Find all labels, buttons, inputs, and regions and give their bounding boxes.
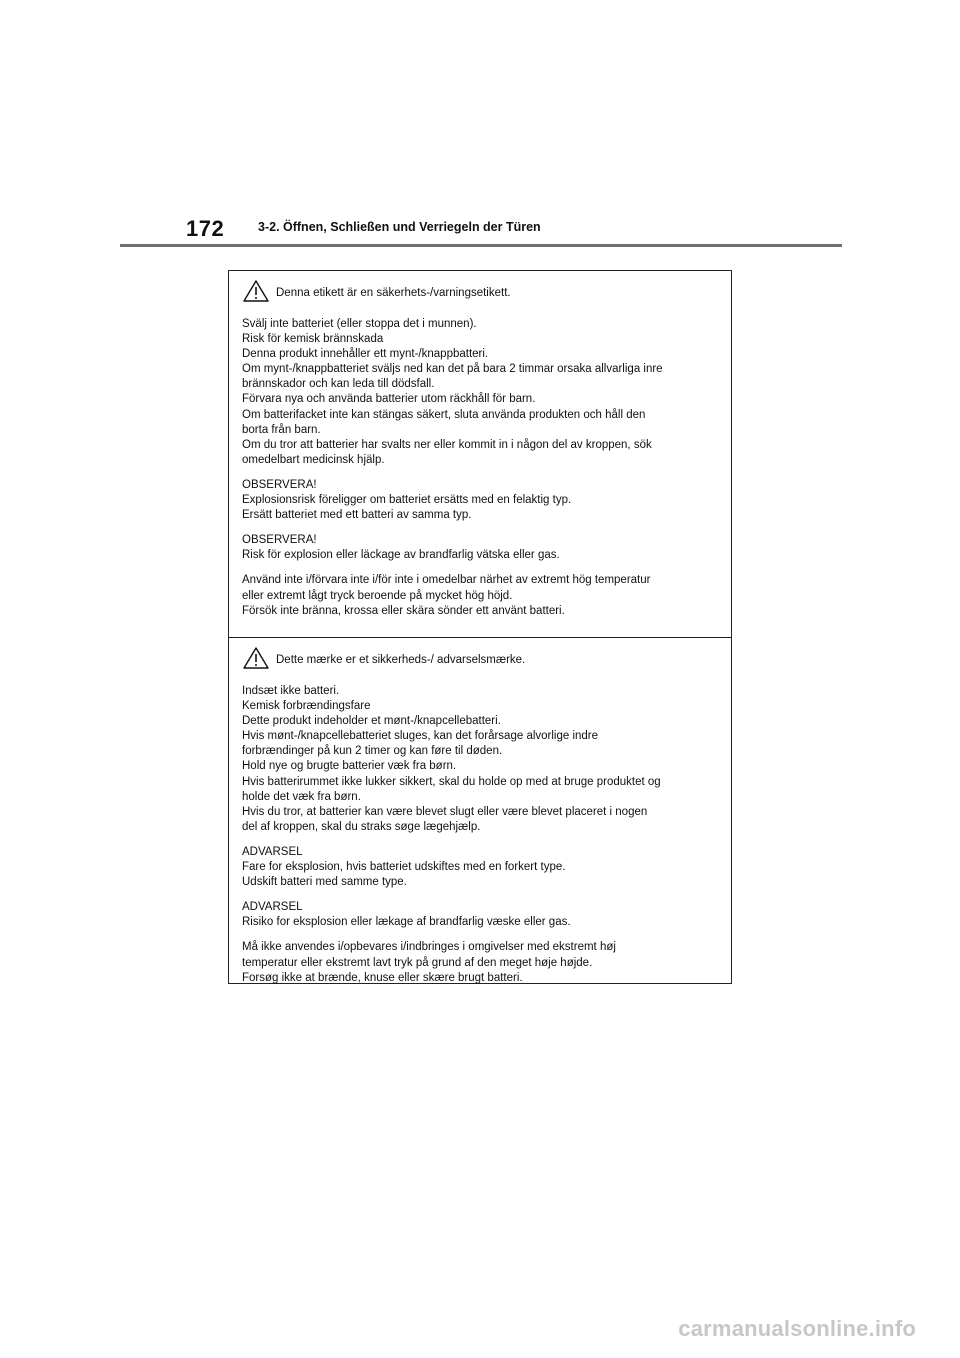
text-line: holde det væk fra børn. [242, 790, 361, 803]
swedish-panel [229, 271, 731, 636]
text-line: ADVARSEL [242, 901, 303, 914]
text-line: temperatur eller ekstremt lavt tryk på grund af den meget høje højde. [242, 956, 593, 969]
text-line: eller extremt lågt tryck beroende på mycket hög höjd. [242, 589, 513, 602]
paragraph [242, 478, 719, 523]
danish-heading: Dette mærke er et sikkerheds-/ advarselsmærke. [276, 654, 526, 666]
paragraph [242, 845, 719, 890]
text-line: Risk för kemisk brännskada [242, 333, 384, 346]
text-line: Dette produkt indeholder et mønt-/knapcellebatteri. [242, 715, 501, 728]
text-line: Ersätt batteriet med ett batteri av samma typ. [242, 509, 472, 522]
text-line: brännskador och kan leda till dödsfall. [242, 378, 435, 391]
text-line: OBSERVERA! [242, 478, 317, 491]
text-line: ADVARSEL [242, 845, 303, 858]
text-line: Hvis batterirummet ikke lukker sikkert, skal du holde op med at bruge produktet og [242, 775, 661, 788]
watermark: carmanualsonline.info [678, 1316, 916, 1341]
warning-triangle-icon [242, 279, 270, 303]
text-line: Förvara nya och använda batterier utom räckhåll för barn. [242, 393, 536, 406]
paragraph [242, 317, 719, 468]
text-line: Använd inte i/förvara inte i/för inte i omedelbar närhet av extremt hög temperatur [242, 574, 651, 587]
text-line: Hvis du tror, at batterier kan være blevet slugt eller være blevet placeret i nogen [242, 805, 648, 818]
warning-triangle-icon [242, 646, 270, 670]
paragraph [242, 940, 719, 985]
text-line: Om du tror att batterier har svalts ner eller kommit in i någon del av kroppen, sök [242, 438, 652, 451]
text-line: Indsæt ikke batteri. [242, 685, 340, 697]
section-title: 3-2. Öffnen, Schließen und Verriegeln der Türen [258, 220, 541, 234]
swedish-heading: Denna etikett är en säkerhets-/varningsetikett. [276, 287, 511, 299]
text-line: borta från barn. [242, 423, 321, 436]
text-line: OBSERVERA! [242, 534, 317, 547]
swedish-body [242, 317, 719, 619]
text-line: omedelbart medicinsk hjälp. [242, 453, 385, 466]
text-line: Hvis mønt-/knapcellebatteriet sluges, kan det forårsage alvorlige indre [242, 730, 599, 743]
text-line: Udskift batteri med samme type. [242, 876, 407, 889]
text-line: Om batterifacket inte kan stängas säkert, sluta använda produkten och håll den [242, 408, 646, 421]
header-rule [120, 244, 842, 247]
swedish-header [242, 279, 719, 303]
text-line: forbrændinger på kun 2 timer og kan føre til døden. [242, 745, 503, 758]
text-line: Fare for eksplosion, hvis batteriet udskiftes med en forkert type. [242, 861, 566, 874]
text-line: Risk för explosion eller läckage av brandfarlig vätska eller gas. [242, 549, 560, 562]
text-line: Risiko for eksplosion eller lækage af brandfarlig væske eller gas. [242, 916, 571, 929]
text-line: Kemisk forbrændingsfare [242, 700, 371, 713]
text-line: Hold nye og brugte batterier væk fra børn. [242, 760, 457, 773]
text-line: Explosionsrisk föreligger om batteriet ersätts med en felaktig typ. [242, 494, 572, 507]
text-line: Forsøg ikke at brænde, knuse eller skære brugt batteri. [242, 971, 523, 984]
text-line: del af kroppen, skal du straks søge lægehjælp. [242, 820, 481, 833]
text-line: Svälj inte batteriet (eller stoppa det i munnen). [242, 318, 477, 330]
text-line: Denna produkt innehåller ett mynt-/knappbatteri. [242, 348, 489, 361]
text-line: Försök inte bränna, krossa eller skära sönder ett använt batteri. [242, 604, 565, 617]
danish-panel [229, 637, 731, 983]
paragraph [242, 684, 719, 835]
paragraph [242, 533, 719, 563]
page-number: 172 [186, 216, 225, 241]
danish-header [242, 646, 719, 670]
warning-label [228, 270, 732, 984]
danish-body [242, 684, 719, 986]
paragraph [242, 900, 719, 930]
paragraph [242, 573, 719, 618]
text-line: Må ikke anvendes i/opbevares i/indbringes i omgivelser med ekstremt høj [242, 941, 616, 954]
text-line: Om mynt-/knappbatteriet sväljs ned kan det på bara 2 timmar orsaka allvarliga inre [242, 363, 663, 376]
